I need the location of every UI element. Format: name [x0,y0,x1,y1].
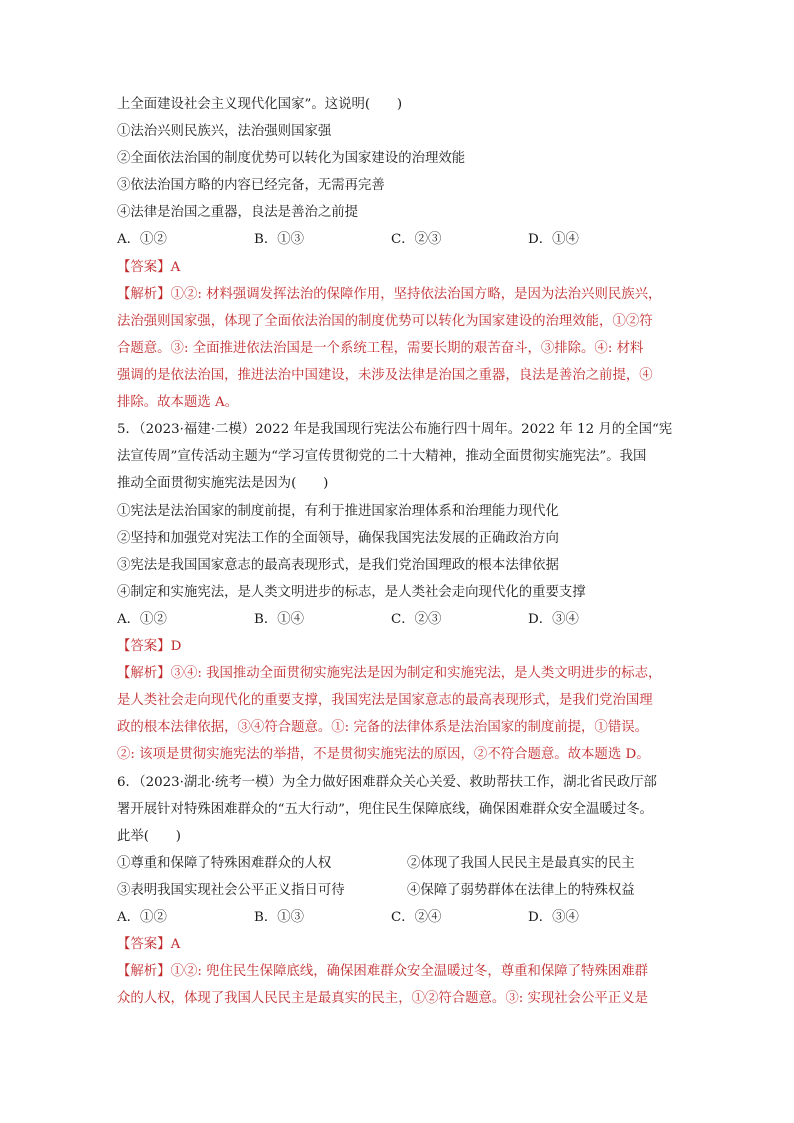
q5-item-4: ④制定和实施宪法，是人类文明进步的标志，是人类社会走向现代化的重要支撑 [117,585,586,600]
q6-stem-line-1: 6．（2023·湖北·统考一模）为全力做好困难群众关心关爱、救助帮扶工作，湖北省民政厅部 [117,775,657,790]
q4-option-b: B．①③ [254,232,305,247]
q4-item-4: ④法律是治国之重器，良法是善治之前提 [117,205,359,220]
q5-stem-line-2: 法宣传周”宣传活动主题为“学习宣传贯彻党的二十大精神，推动全面贯彻实施宪法”。我国 [117,449,647,464]
q5-stem-line-3: 推动全面贯彻实施宪法是因为( ) [117,476,329,491]
q6-item-2: ②体现了我国人民民主是最真实的民主 [407,856,635,871]
q5-option-b: B．①④ [254,612,305,627]
q6-items-row-2 [117,882,635,900]
q5-option-c: C．②③ [391,612,442,627]
answer-label: 【答案】 [117,937,171,952]
q5-item-3: ③宪法是我国国家意志的最高表现形式，是我们党治国理政的根本法律依据 [117,558,559,573]
analysis-text: ①②: 兜住民生保障底线，确保困难群众安全温暖过冬，尊重和保障了特殊困难群 [170,964,648,979]
q4-item-1: ①法治兴则民族兴，法治强则国家强 [117,124,332,139]
analysis-label: 【解析】 [117,666,171,681]
q5-option-d: D．③④ [528,612,579,627]
q4-item-2: ②全面依法治国的制度优势可以转化为国家建设的治理效能 [117,151,466,166]
q4-analysis-line-1 [117,286,661,304]
q4-option-a: A．①② [117,232,167,247]
q4-option-c: C．②③ [391,232,442,247]
q5-answer [117,638,181,656]
q6-option-b: B．①③ [254,910,305,925]
q4-stem-tail: 上全面建设社会主义现代化国家”。这说明( ) [117,97,403,112]
q6-stem-line-2: 署开展针对特殊困难群众的“五大行动”，兜住民生保障底线，确保困难群众安全温暖过冬。 [117,802,653,817]
analysis-text: ③④: 我国推动全面贯彻实施宪法是因为制定和实施宪法，是人类文明进步的标志， [170,666,662,681]
q6-stem-line-3: 此举( ) [117,829,182,844]
q5-analysis-line-2: 是人类社会走向现代化的重要支撑，我国宪法是国家意志的最高表现形式，是我们党治国理 [117,693,653,708]
q6-answer [117,936,180,954]
q6-item-4: ④保障了弱势群体在法律上的特殊权益 [407,883,635,898]
q4-analysis-line-5: 排除。故本题选 A。 [117,395,239,410]
q4-item-3: ③依法治国方略的内容已经完备，无需再完善 [117,178,385,193]
q4-analysis-line-3: 合题意。③: 全面推进依法治国是一个系统工程，需要长期的艰苦奋斗，③排除。④: 材料 [117,341,644,356]
answer-label: 【答案】 [117,260,171,275]
q5-item-2: ②坚持和加强党对宪法工作的全面领导，确保我国宪法发展的正确政治方向 [117,531,559,546]
analysis-label: 【解析】 [117,964,171,979]
answer-label: 【答案】 [117,639,171,654]
answer-value: A [170,937,181,952]
q5-option-a: A．①② [117,612,167,627]
q4-answer [117,259,180,277]
q4-analysis-line-2: 法治强则国家强，体现了全面依法治国的制度优势可以转化为国家建设的治理效能，①②符 [117,314,653,329]
q4-option-d: D．①④ [528,232,579,247]
q6-options [117,909,665,927]
q6-option-a: A．①② [117,910,167,925]
answer-value: A [170,260,181,275]
q5-analysis-line-1 [117,665,661,683]
q5-item-1: ①宪法是法治国家的制度前提，有利于推进国家治理体系和治理能力现代化 [117,504,559,519]
q5-analysis-line-3: 政的根本法律依据，③④符合题意。①: 完备的法律体系是法治国家的制度前提，①错误。 [117,720,648,735]
q6-analysis-line-2: 众的人权，体现了我国人民民主是最真实的民主，①②符合题意。③: 实现社会公平正义是 [117,991,648,1006]
answer-value: D [170,639,182,654]
q6-item-1: ①尊重和保障了特殊困难群众的人权 [117,856,332,871]
q4-options [117,231,665,249]
analysis-text: ①②: 材料强调发挥法治的保障作用，坚持依法治国方略，是因为法治兴则民族兴， [170,287,662,302]
q5-analysis-line-4: ②: 该项是贯彻实施宪法的举措，不是贯彻实施宪法的原因，②不符合题意。故本题选 D。 [117,747,650,762]
q5-stem-line-1: 5．（2023·福建·二模）2022 年是我国现行宪法公布施行四十周年。2022 年 12 月的全国“宪 [117,422,673,437]
q6-item-3: ③表明我国实现社会公平正义指日可待 [117,883,345,898]
q5-options [117,611,665,629]
q6-analysis-line-1 [117,963,648,981]
q4-analysis-line-4: 强调的是依法治国，推进法治中国建设，未涉及法律是治国之重器，良法是善治之前提，④ [117,368,653,383]
q6-option-d: D．③④ [528,910,579,925]
q6-option-c: C．②④ [391,910,442,925]
analysis-label: 【解析】 [117,287,171,302]
q6-items-row-1 [117,855,635,873]
